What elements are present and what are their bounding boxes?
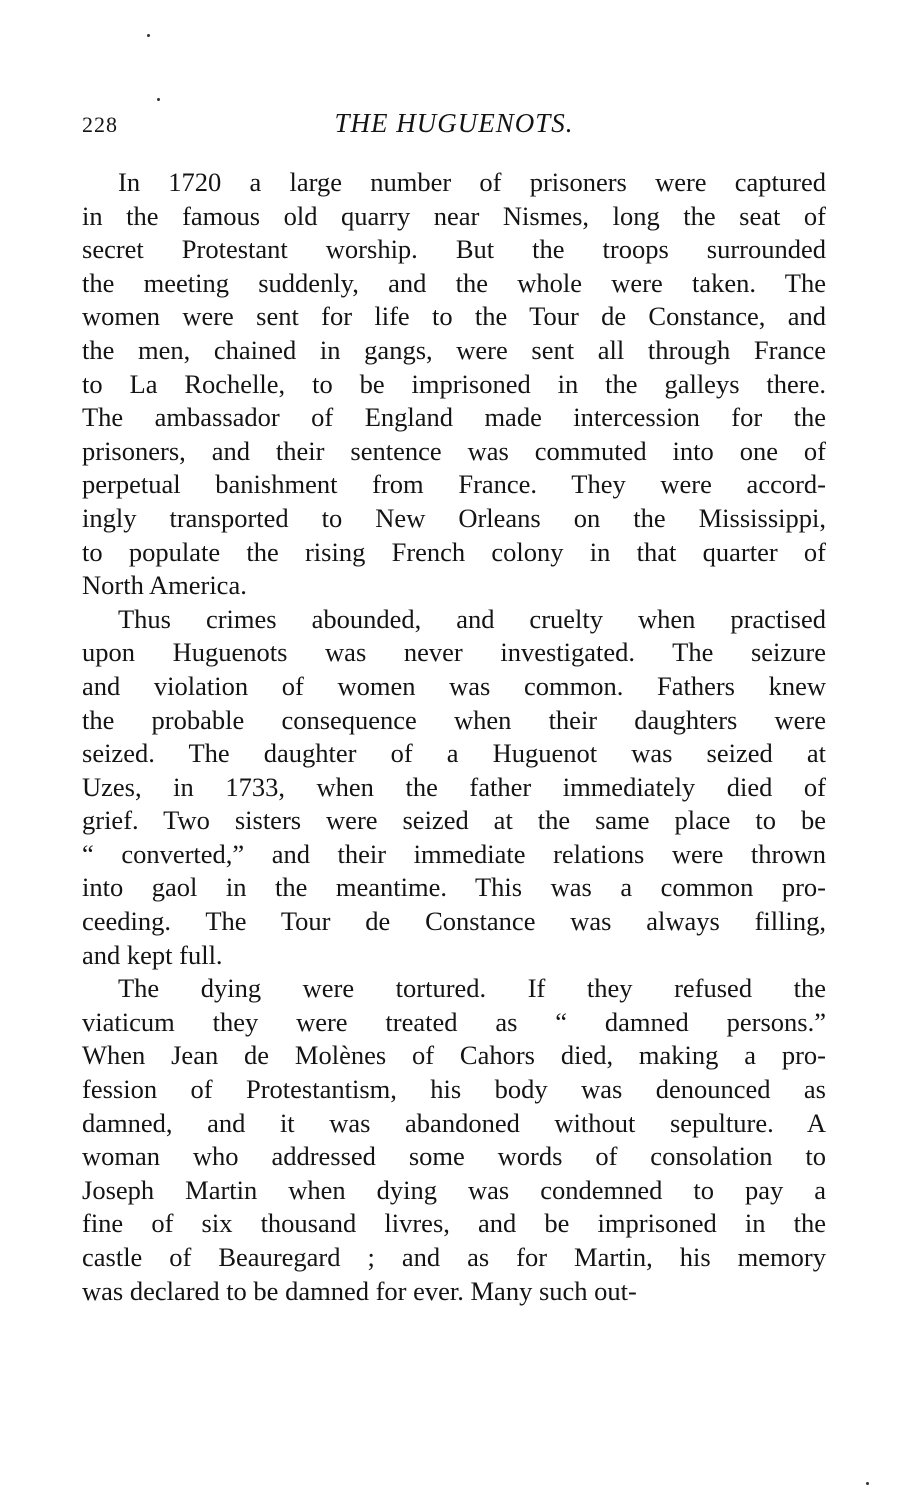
text-line: viaticum they were treated as “ damned persons.”	[82, 1006, 826, 1037]
scan-speck-bottom	[866, 1482, 869, 1485]
page-number: 228	[82, 112, 118, 137]
text-line: and kept full.	[82, 939, 223, 970]
text-line: woman who addressed some words of consolation to	[82, 1141, 826, 1172]
text-line: in the famous old quarry near Nismes, long the seat of	[82, 200, 826, 231]
text-line: seized. The daughter of a Huguenot was seized at	[82, 738, 826, 769]
text-line: fession of Protestantism, his body was denounced as	[82, 1074, 826, 1105]
text-line: perpetual banishment from France. They were accord-	[82, 469, 826, 500]
text-line: into gaol in the meantime. This was a common pro-	[82, 872, 826, 903]
scan-speck-top	[147, 34, 150, 37]
running-title: THE HUGUENOTS.	[334, 108, 574, 138]
text-line: and violation of women was common. Fathers knew	[82, 670, 826, 701]
text-line: Uzes, in 1733, when the father immediately died of	[82, 771, 826, 802]
text-line: women were sent for life to the Tour de Constance, and	[82, 301, 826, 332]
text-line: ceeding. The Tour de Constance was always filling,	[82, 906, 826, 937]
scan-speck-mid	[157, 98, 160, 101]
paragraph	[82, 972, 826, 1308]
text-line: the men, chained in gangs, were sent all through France	[82, 334, 826, 365]
text-line: to La Rochelle, to be imprisoned in the galleys there.	[82, 368, 826, 399]
text-line: fine of six thousand livres, and be imprisoned in the	[82, 1208, 826, 1239]
text-line: upon Huguenots was never investigated. The seizure	[82, 637, 826, 668]
text-line: grief. Two sisters were seized at the same place to be	[82, 805, 826, 836]
text-line: was declared to be damned for ever. Many such out-	[82, 1275, 637, 1306]
text-line: to populate the rising French colony in that quarter of	[82, 536, 826, 567]
text-line: Thus crimes abounded, and cruelty when practised	[118, 603, 826, 634]
text-line: ingly transported to New Orleans on the Mississippi,	[82, 502, 826, 533]
text-line: Joseph Martin when dying was condemned to pay a	[82, 1174, 826, 1205]
book-page	[82, 108, 826, 1308]
text-body	[82, 166, 826, 1308]
text-line: “ converted,” and their immediate relations were thrown	[82, 838, 826, 869]
running-head	[82, 108, 826, 148]
text-line: the probable consequence when their daughters were	[82, 704, 826, 735]
text-line: damned, and it was abandoned without sepulture. A	[82, 1107, 826, 1138]
paragraph	[82, 166, 826, 603]
text-line: the meeting suddenly, and the whole were taken. The	[82, 267, 826, 298]
text-line: In 1720 a large number of prisoners were captured	[118, 167, 826, 197]
text-line: castle of Beauregard ; and as for Martin, his memory	[82, 1242, 826, 1272]
paragraph	[82, 603, 826, 973]
text-line: North America.	[82, 570, 247, 601]
text-line: secret Protestant worship. But the troops surrounded	[82, 234, 826, 265]
text-line: The dying were tortured. If they refused the	[118, 973, 826, 1004]
text-line: When Jean de Molènes of Cahors died, making a pro-	[82, 1040, 826, 1071]
text-line: prisoners, and their sentence was commuted into one of	[82, 435, 826, 466]
text-line: The ambassador of England made intercession for the	[82, 402, 826, 433]
